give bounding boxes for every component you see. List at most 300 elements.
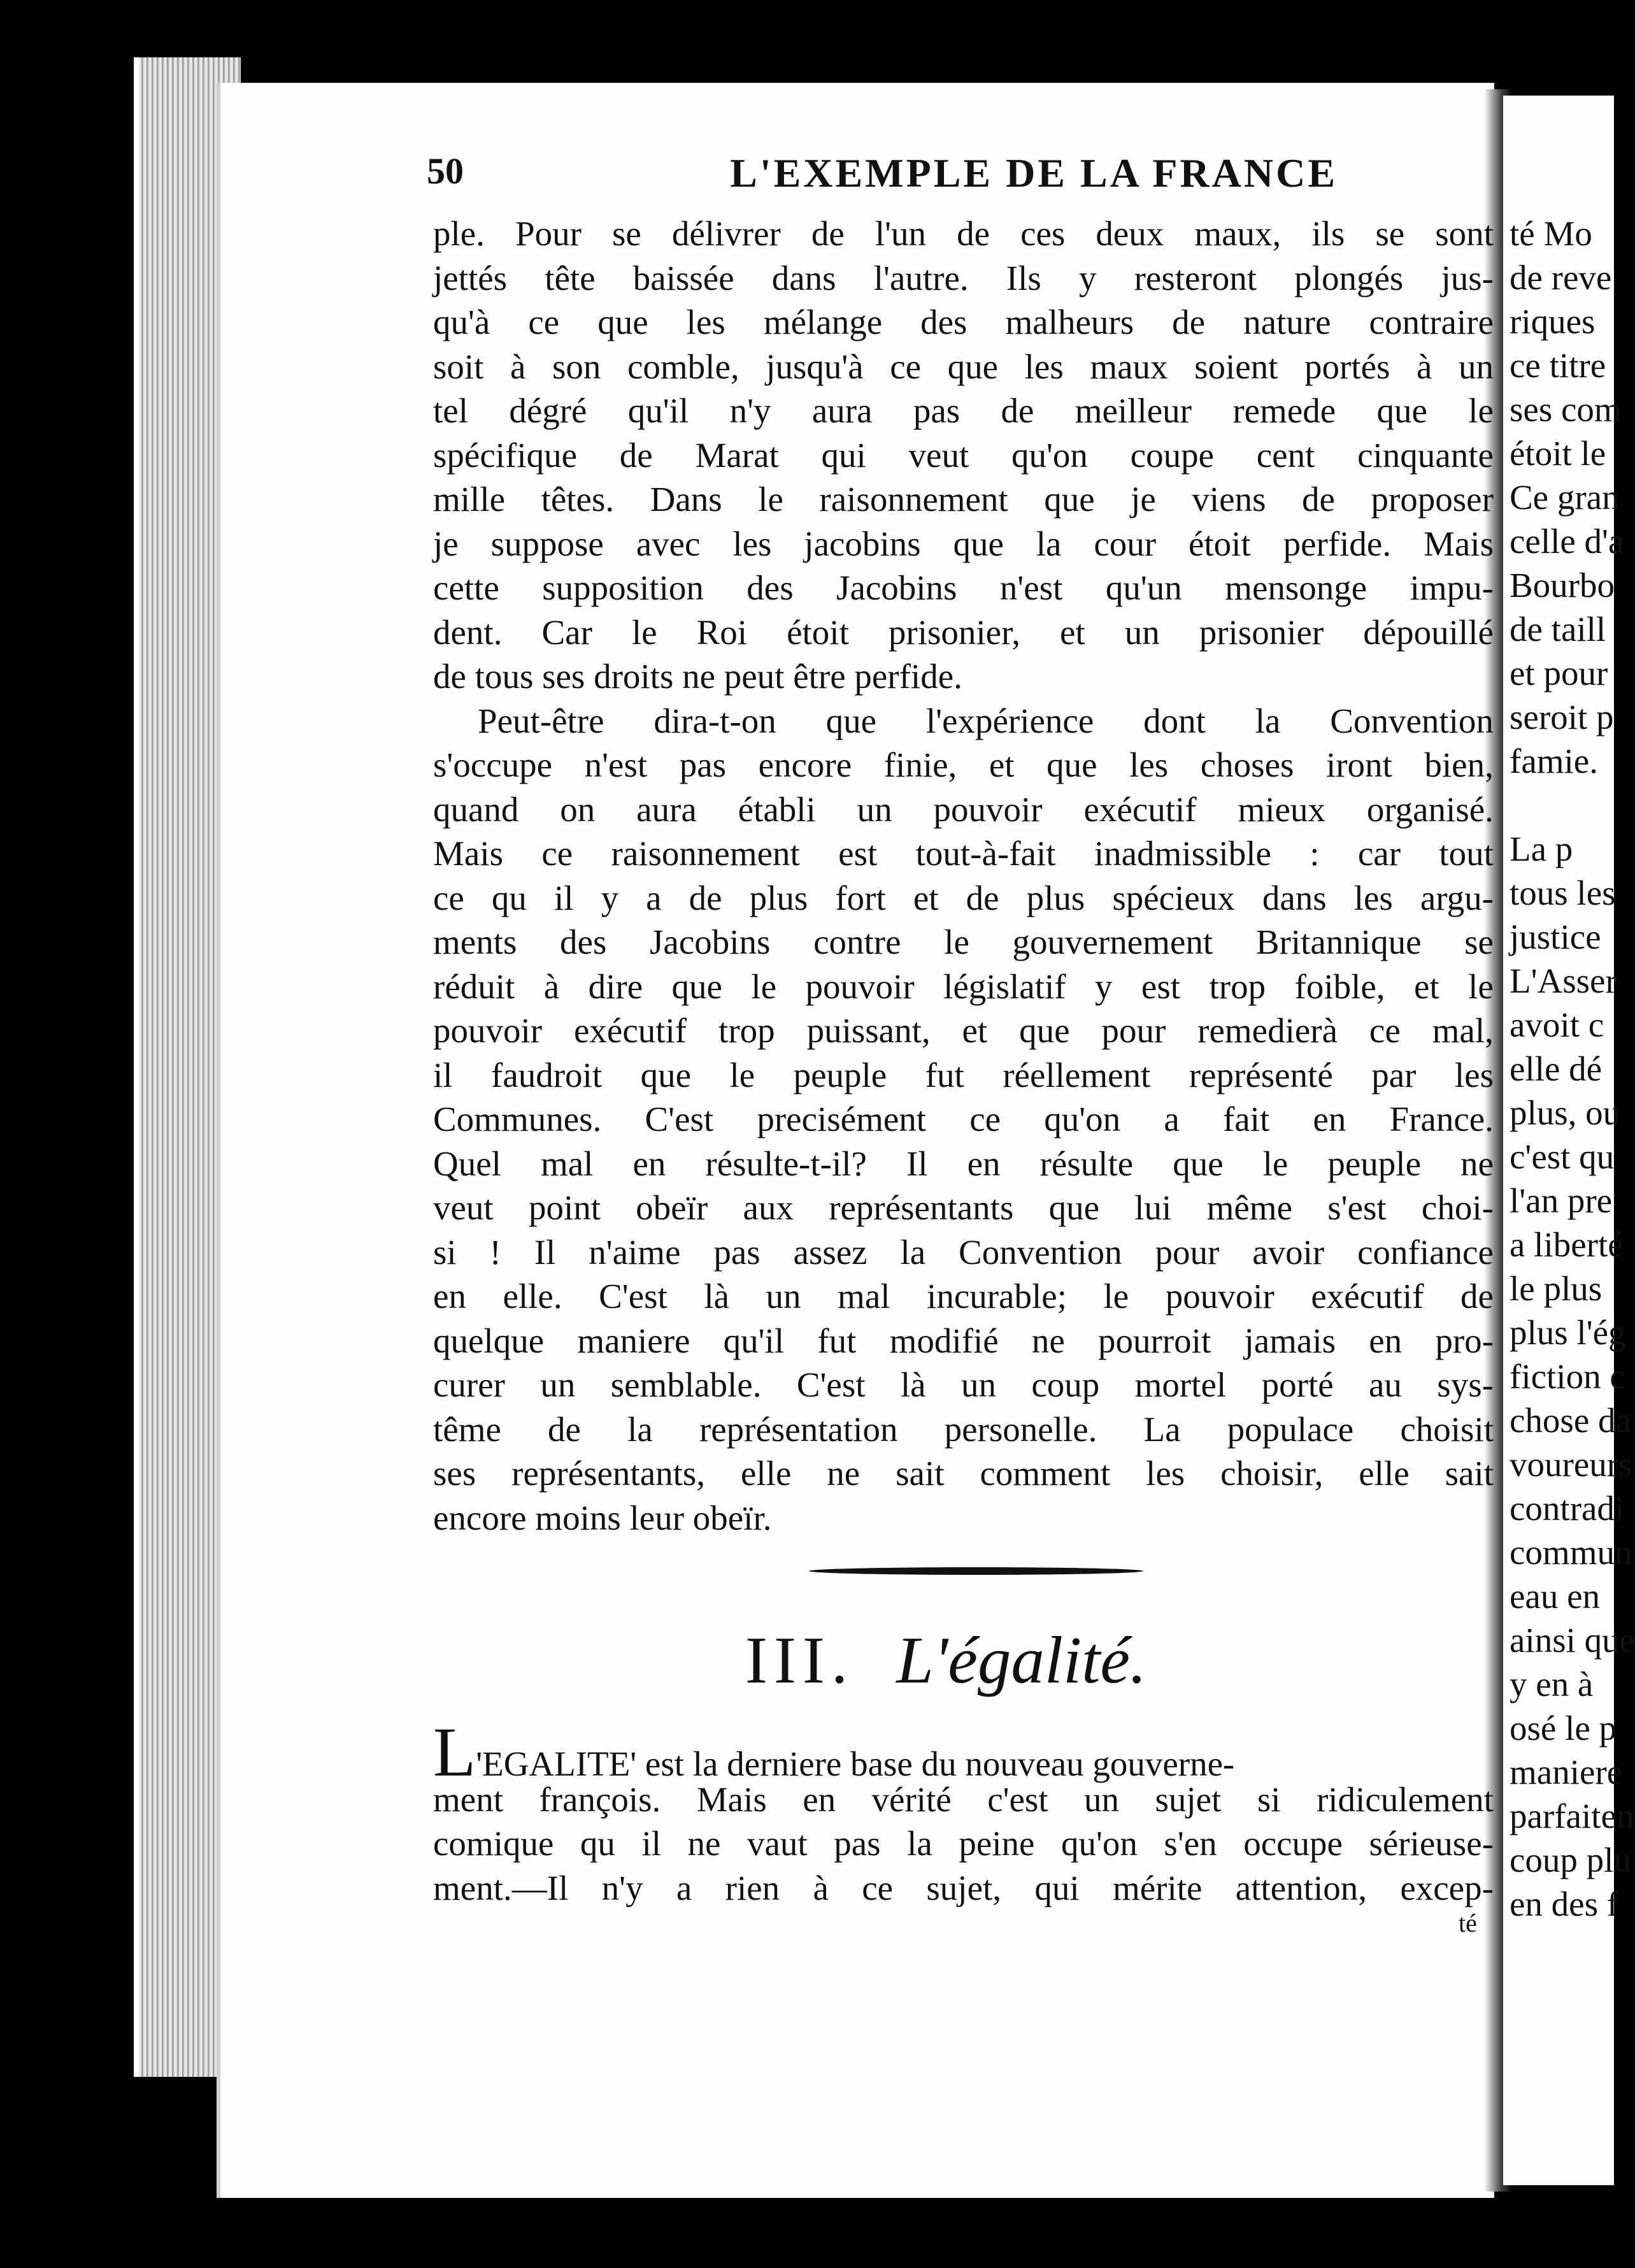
word: encore moins leur obeïr. (433, 1498, 772, 1537)
word: finie, (883, 745, 957, 784)
word: attention, (1235, 1868, 1367, 1907)
word: veut (908, 435, 969, 475)
word: représenté (1189, 1055, 1333, 1095)
facing-page-line: eau en (1510, 1577, 1600, 1616)
text-line (433, 965, 1494, 1009)
word: en (433, 1277, 466, 1316)
word: ne (1460, 1144, 1494, 1183)
word: en (803, 1779, 836, 1819)
facing-page-line: L'Asser (1510, 961, 1617, 1000)
word: tout-à-fait (915, 834, 1056, 873)
word: pouvoir (1165, 1277, 1274, 1316)
word: fut (925, 1055, 964, 1095)
word: pro- (1435, 1321, 1494, 1360)
word: ce (862, 1868, 894, 1907)
word: ce (433, 878, 464, 917)
word: mal (540, 1144, 594, 1183)
word: à (813, 1868, 829, 1907)
word: là (704, 1277, 730, 1316)
text-line (433, 1363, 1494, 1407)
word: ment.—Il (433, 1868, 569, 1907)
text-line (433, 433, 1494, 478)
word: ne (827, 1454, 860, 1493)
word: son (552, 347, 601, 386)
facing-page-line: fiction c (1510, 1357, 1625, 1396)
word: Quel (433, 1144, 501, 1183)
word: l'expérience (925, 701, 1094, 740)
word: le (631, 612, 657, 652)
word: pouvoir (805, 966, 915, 1006)
word: les (732, 524, 772, 563)
word: deux (1096, 214, 1164, 253)
text-line (433, 1496, 1494, 1540)
word: qui (821, 435, 866, 475)
section-first-line-content (433, 1713, 1235, 1791)
word: n'est (999, 568, 1063, 607)
word: s'est (1327, 1188, 1387, 1227)
word: plongés (1294, 258, 1404, 298)
word: établi (738, 789, 816, 829)
word: dépouillé (1363, 612, 1494, 652)
word: Il (534, 1232, 556, 1272)
word: un (1459, 347, 1494, 386)
facing-page-line: osé le p (1510, 1709, 1617, 1748)
word: Il (906, 1144, 928, 1183)
word: maux, (1194, 214, 1282, 253)
word: résulte-t-il? (705, 1144, 867, 1183)
word: veut (433, 1188, 494, 1227)
facing-page-line: le plus (1510, 1269, 1603, 1308)
word: à (1417, 347, 1432, 386)
word: même (1206, 1188, 1292, 1227)
word: dont (1143, 701, 1206, 740)
word: dans (1262, 878, 1327, 917)
facing-page-line: et pour (1510, 654, 1608, 693)
facing-page (1503, 96, 1635, 2185)
word: y (1094, 966, 1113, 1006)
text-line (433, 1274, 1494, 1319)
text-line (433, 610, 1494, 655)
word: un (540, 1365, 576, 1404)
text-line (433, 1097, 1494, 1142)
word: contre (813, 922, 901, 961)
facing-page-line: c'est qu (1510, 1137, 1615, 1176)
word: prisonier (1199, 612, 1324, 652)
word: que (1019, 1011, 1070, 1050)
facing-page-line: étoit le (1510, 434, 1606, 473)
word: qu'à (433, 303, 490, 341)
word: jus- (1441, 258, 1494, 298)
word: ne (1031, 1321, 1065, 1360)
word: choses (1200, 745, 1294, 784)
word: l'un (875, 214, 927, 253)
word: que (825, 701, 877, 740)
word: le (729, 1055, 755, 1095)
word: Communes. (433, 1100, 602, 1138)
word: le (751, 966, 777, 1006)
word: trop (718, 1011, 775, 1050)
word: tel (433, 391, 468, 430)
word: sujet, (926, 1868, 1002, 1907)
word: il (553, 878, 574, 917)
word: fut (817, 1321, 857, 1360)
word: Pour (515, 214, 582, 253)
facing-page-line: justice (1510, 917, 1601, 956)
word: pour (1101, 1011, 1166, 1050)
word: des (920, 303, 967, 341)
word: a (646, 878, 662, 917)
word: encore (758, 745, 852, 784)
word: qu'on (1060, 1824, 1138, 1863)
word: cinquante (1357, 435, 1494, 475)
drop-cap: L (433, 1713, 476, 1791)
word: s'occupe (433, 745, 553, 784)
running-title: L'EXEMPLE DE LA FRANCE (730, 150, 1338, 196)
word: cent (1256, 435, 1315, 475)
word: dira-t-on (653, 701, 776, 740)
word: est (1141, 966, 1181, 1006)
word: ridiculement (1316, 1779, 1494, 1819)
text-line (433, 522, 1494, 566)
word: les (1146, 1454, 1185, 1493)
facing-page-line: plus l'ég (1510, 1313, 1626, 1352)
text-line (433, 566, 1494, 610)
word: pouvoir (433, 1011, 543, 1050)
page-header (427, 150, 1338, 201)
word: Car (541, 612, 592, 652)
word: ces (1020, 214, 1066, 253)
word: remede (1232, 391, 1336, 430)
word: suppose (490, 524, 604, 563)
word: Convention (1330, 701, 1494, 740)
text-line (433, 300, 1494, 345)
word: délivrer (671, 214, 781, 253)
word: precisément (757, 1100, 927, 1138)
word: choi- (1421, 1188, 1494, 1227)
word: ne (687, 1824, 721, 1863)
word: mal (838, 1277, 890, 1316)
word: la (900, 1232, 926, 1272)
word: un (1124, 612, 1160, 652)
word: pouvoir (933, 789, 1043, 829)
word: viens (1192, 480, 1266, 519)
word: personelle. (944, 1409, 1097, 1449)
word: sait (896, 1454, 945, 1493)
word: les (1129, 745, 1169, 784)
text-line (433, 389, 1494, 433)
word: la (1255, 701, 1281, 740)
word: pas (834, 1824, 881, 1863)
word: l'autre. (873, 258, 969, 298)
word: peuple (793, 1055, 887, 1095)
word: puissant, (806, 1011, 931, 1050)
word: le (1103, 1277, 1129, 1316)
word: je (1131, 480, 1156, 519)
word: quelque (433, 1321, 545, 1360)
word: lui (1134, 1188, 1172, 1227)
word: maniere (577, 1321, 690, 1360)
facing-page-line: de taill (1510, 610, 1606, 649)
word: que (671, 966, 722, 1006)
word: soient (1194, 347, 1278, 386)
word: dire (588, 966, 643, 1006)
text-line (433, 1407, 1494, 1452)
word: occupe (1243, 1824, 1343, 1863)
word: spécifique (433, 435, 578, 475)
word: Roi (696, 612, 748, 652)
word: pour (1155, 1232, 1220, 1272)
word: perfide. (1283, 524, 1392, 563)
facing-page-line: ses com (1510, 390, 1622, 429)
text-line (433, 345, 1494, 389)
word: qui (1034, 1868, 1080, 1907)
word: mieux (1238, 789, 1325, 829)
word: à (510, 347, 526, 386)
word: confiance (1357, 1232, 1494, 1272)
word: plus (1026, 878, 1085, 917)
word: la (907, 1824, 932, 1863)
facing-page-line: contradi (1510, 1489, 1625, 1528)
word: portés (1304, 347, 1390, 386)
word: resteront (1134, 258, 1257, 298)
word: peine (959, 1824, 1035, 1863)
word: C'est (599, 1277, 668, 1316)
word: point (528, 1188, 601, 1227)
word: ment (433, 1779, 503, 1819)
word: de (1460, 1277, 1494, 1316)
word: un (857, 789, 892, 829)
word: que (953, 524, 1004, 563)
word: de (966, 878, 999, 917)
word: baissée (632, 258, 734, 298)
word: comment (980, 1454, 1111, 1493)
word: sont (1435, 214, 1494, 253)
facing-page-line: plus, ou (1510, 1093, 1621, 1132)
word: iront (1325, 745, 1392, 784)
word: étoit (1188, 524, 1251, 563)
facing-page-line: y en à (1510, 1665, 1594, 1704)
word: c'est (987, 1779, 1048, 1819)
word: tout (1439, 834, 1494, 873)
word: les (1454, 1055, 1494, 1095)
word: n'y (601, 1868, 643, 1907)
word: exécutif (1083, 789, 1197, 829)
word: que (1173, 1144, 1224, 1183)
word: dégré (509, 391, 587, 430)
word: un (766, 1277, 801, 1316)
word: qu'il (723, 1321, 785, 1360)
word: mérite (1112, 1868, 1203, 1907)
word: raisonnement (819, 480, 1008, 519)
section-lines (433, 1777, 1494, 1911)
facing-page-line: avoit c (1510, 1005, 1604, 1044)
word: de (689, 878, 722, 917)
text-line (433, 1230, 1494, 1275)
word: et (1414, 966, 1439, 1006)
word: tête (545, 258, 596, 298)
word: en (967, 1144, 1001, 1183)
word: ce (541, 834, 573, 873)
word: des (560, 922, 607, 961)
word: de (1302, 480, 1335, 519)
word: choisir, (1220, 1454, 1324, 1493)
word: porté (1261, 1365, 1334, 1404)
word: soit (433, 347, 484, 386)
word: Mais (696, 1779, 767, 1819)
word: sait (1445, 1454, 1494, 1493)
word: des (746, 568, 794, 607)
text-line (433, 1008, 1494, 1053)
facing-page-line: seroit p (1510, 698, 1614, 736)
facing-page-line: elle dé (1510, 1049, 1603, 1088)
word: tême (433, 1409, 501, 1449)
word: exécutif (574, 1011, 687, 1050)
word: qu'on (1044, 1100, 1121, 1138)
word: que (1044, 480, 1095, 519)
word: mensonge (1225, 568, 1367, 607)
word: peuple (1327, 1144, 1421, 1183)
word: cette (433, 568, 499, 607)
word: elle (1359, 1454, 1410, 1493)
word: Dans (650, 480, 722, 519)
section-first-line (433, 1713, 1494, 1791)
word: le (1468, 966, 1494, 1006)
word: que (1376, 391, 1427, 430)
word: qu'un (1105, 568, 1182, 607)
word: les (1353, 878, 1393, 917)
catchword: té (1459, 1909, 1477, 1937)
word: assez (793, 1232, 867, 1272)
facing-page-line: celle d'a (1510, 522, 1624, 561)
facing-page-line: Ce gran (1510, 478, 1620, 517)
text-line (433, 256, 1494, 301)
word: maux (1090, 347, 1168, 386)
word: coupe (1130, 435, 1214, 475)
word: y (601, 878, 619, 917)
word: Mais (433, 834, 503, 873)
word: que (1046, 745, 1097, 784)
word: a (1164, 1100, 1180, 1138)
word: législatif (943, 966, 1066, 1006)
word: et (1059, 612, 1085, 652)
section-title: L'égalité. (896, 1623, 1147, 1697)
word: jettés (433, 258, 508, 298)
word: le (1468, 391, 1494, 430)
word: résulte (1039, 1144, 1134, 1183)
word: spécieux (1112, 878, 1235, 917)
facing-page-line: famie. (1510, 742, 1598, 780)
word: en (632, 1144, 666, 1183)
word: ce (969, 1100, 1001, 1138)
word: raisonnement (611, 834, 800, 873)
section-divider (809, 1567, 1143, 1575)
word: impu- (1410, 568, 1494, 607)
body-text (433, 212, 1494, 1540)
word: Britannique (1255, 922, 1422, 961)
word: C'est (645, 1100, 714, 1138)
facing-page-line: chose da (1510, 1401, 1631, 1440)
page-number: 50 (427, 150, 464, 192)
word: y (1078, 258, 1097, 298)
facing-page-line: voureurs (1510, 1445, 1632, 1484)
word: réellement (1003, 1055, 1151, 1095)
word: supposition (542, 568, 704, 607)
word: dent. (433, 612, 503, 652)
word: La (1143, 1409, 1181, 1449)
word: un (960, 1365, 996, 1404)
word: populace (1227, 1409, 1354, 1449)
word: : (1310, 834, 1320, 873)
word: sérieuse- (1369, 1824, 1494, 1863)
word: et (962, 1011, 988, 1050)
word: aux (743, 1188, 794, 1227)
text-line (433, 1451, 1494, 1496)
word: dans (771, 258, 836, 298)
word: Ils (1006, 258, 1041, 298)
facing-page-line: commun (1510, 1533, 1632, 1572)
facing-page-line: té Mo (1510, 214, 1592, 253)
word: Marat (695, 435, 779, 475)
word: malheurs (1005, 303, 1134, 341)
text-line (433, 743, 1494, 787)
word: contraire (1369, 303, 1494, 341)
word: a (676, 1868, 692, 1907)
word: et (989, 745, 1015, 784)
word: cour (1094, 524, 1157, 563)
word: là (900, 1365, 926, 1404)
word: Jacobins (836, 568, 957, 607)
word: qu'il (627, 391, 689, 430)
word: ple. (433, 214, 485, 253)
word: bien, (1424, 745, 1494, 784)
word: se (1375, 214, 1405, 253)
word: organisé. (1366, 789, 1494, 829)
word: et (913, 878, 939, 917)
facing-page-text (1510, 212, 1635, 1926)
word: exécutif (1311, 1277, 1424, 1316)
word: mal, (1432, 1011, 1494, 1050)
facing-page-line: coup plu (1510, 1841, 1631, 1879)
text-line (433, 876, 1494, 921)
text-line (433, 654, 1494, 699)
word: en (1369, 1321, 1403, 1360)
text-line (433, 699, 1494, 743)
word: ce (1369, 1011, 1401, 1050)
word: fait (1222, 1100, 1270, 1138)
word: jacobins (804, 524, 921, 563)
word: aura (636, 789, 697, 829)
text-line (433, 920, 1494, 965)
facing-page-line: Bourbo (1510, 566, 1615, 605)
text-line (433, 831, 1494, 876)
word: il (433, 1055, 453, 1095)
facing-page-line: parfaiten (1510, 1797, 1634, 1835)
word: coup (1031, 1365, 1100, 1404)
word: trop (1209, 966, 1266, 1006)
word: Convention (959, 1232, 1122, 1272)
word: qu'on (1011, 435, 1088, 475)
word: le (758, 480, 783, 519)
word: C'est (796, 1365, 866, 1404)
word: sys- (1437, 1365, 1494, 1404)
word: françois. (539, 1779, 661, 1819)
word: comique (433, 1824, 554, 1863)
section-text-line (433, 1777, 1494, 1822)
word: Jacobins (650, 922, 771, 961)
word: que (947, 347, 999, 386)
word: choisit (1400, 1409, 1494, 1449)
word: vérité (871, 1779, 952, 1819)
